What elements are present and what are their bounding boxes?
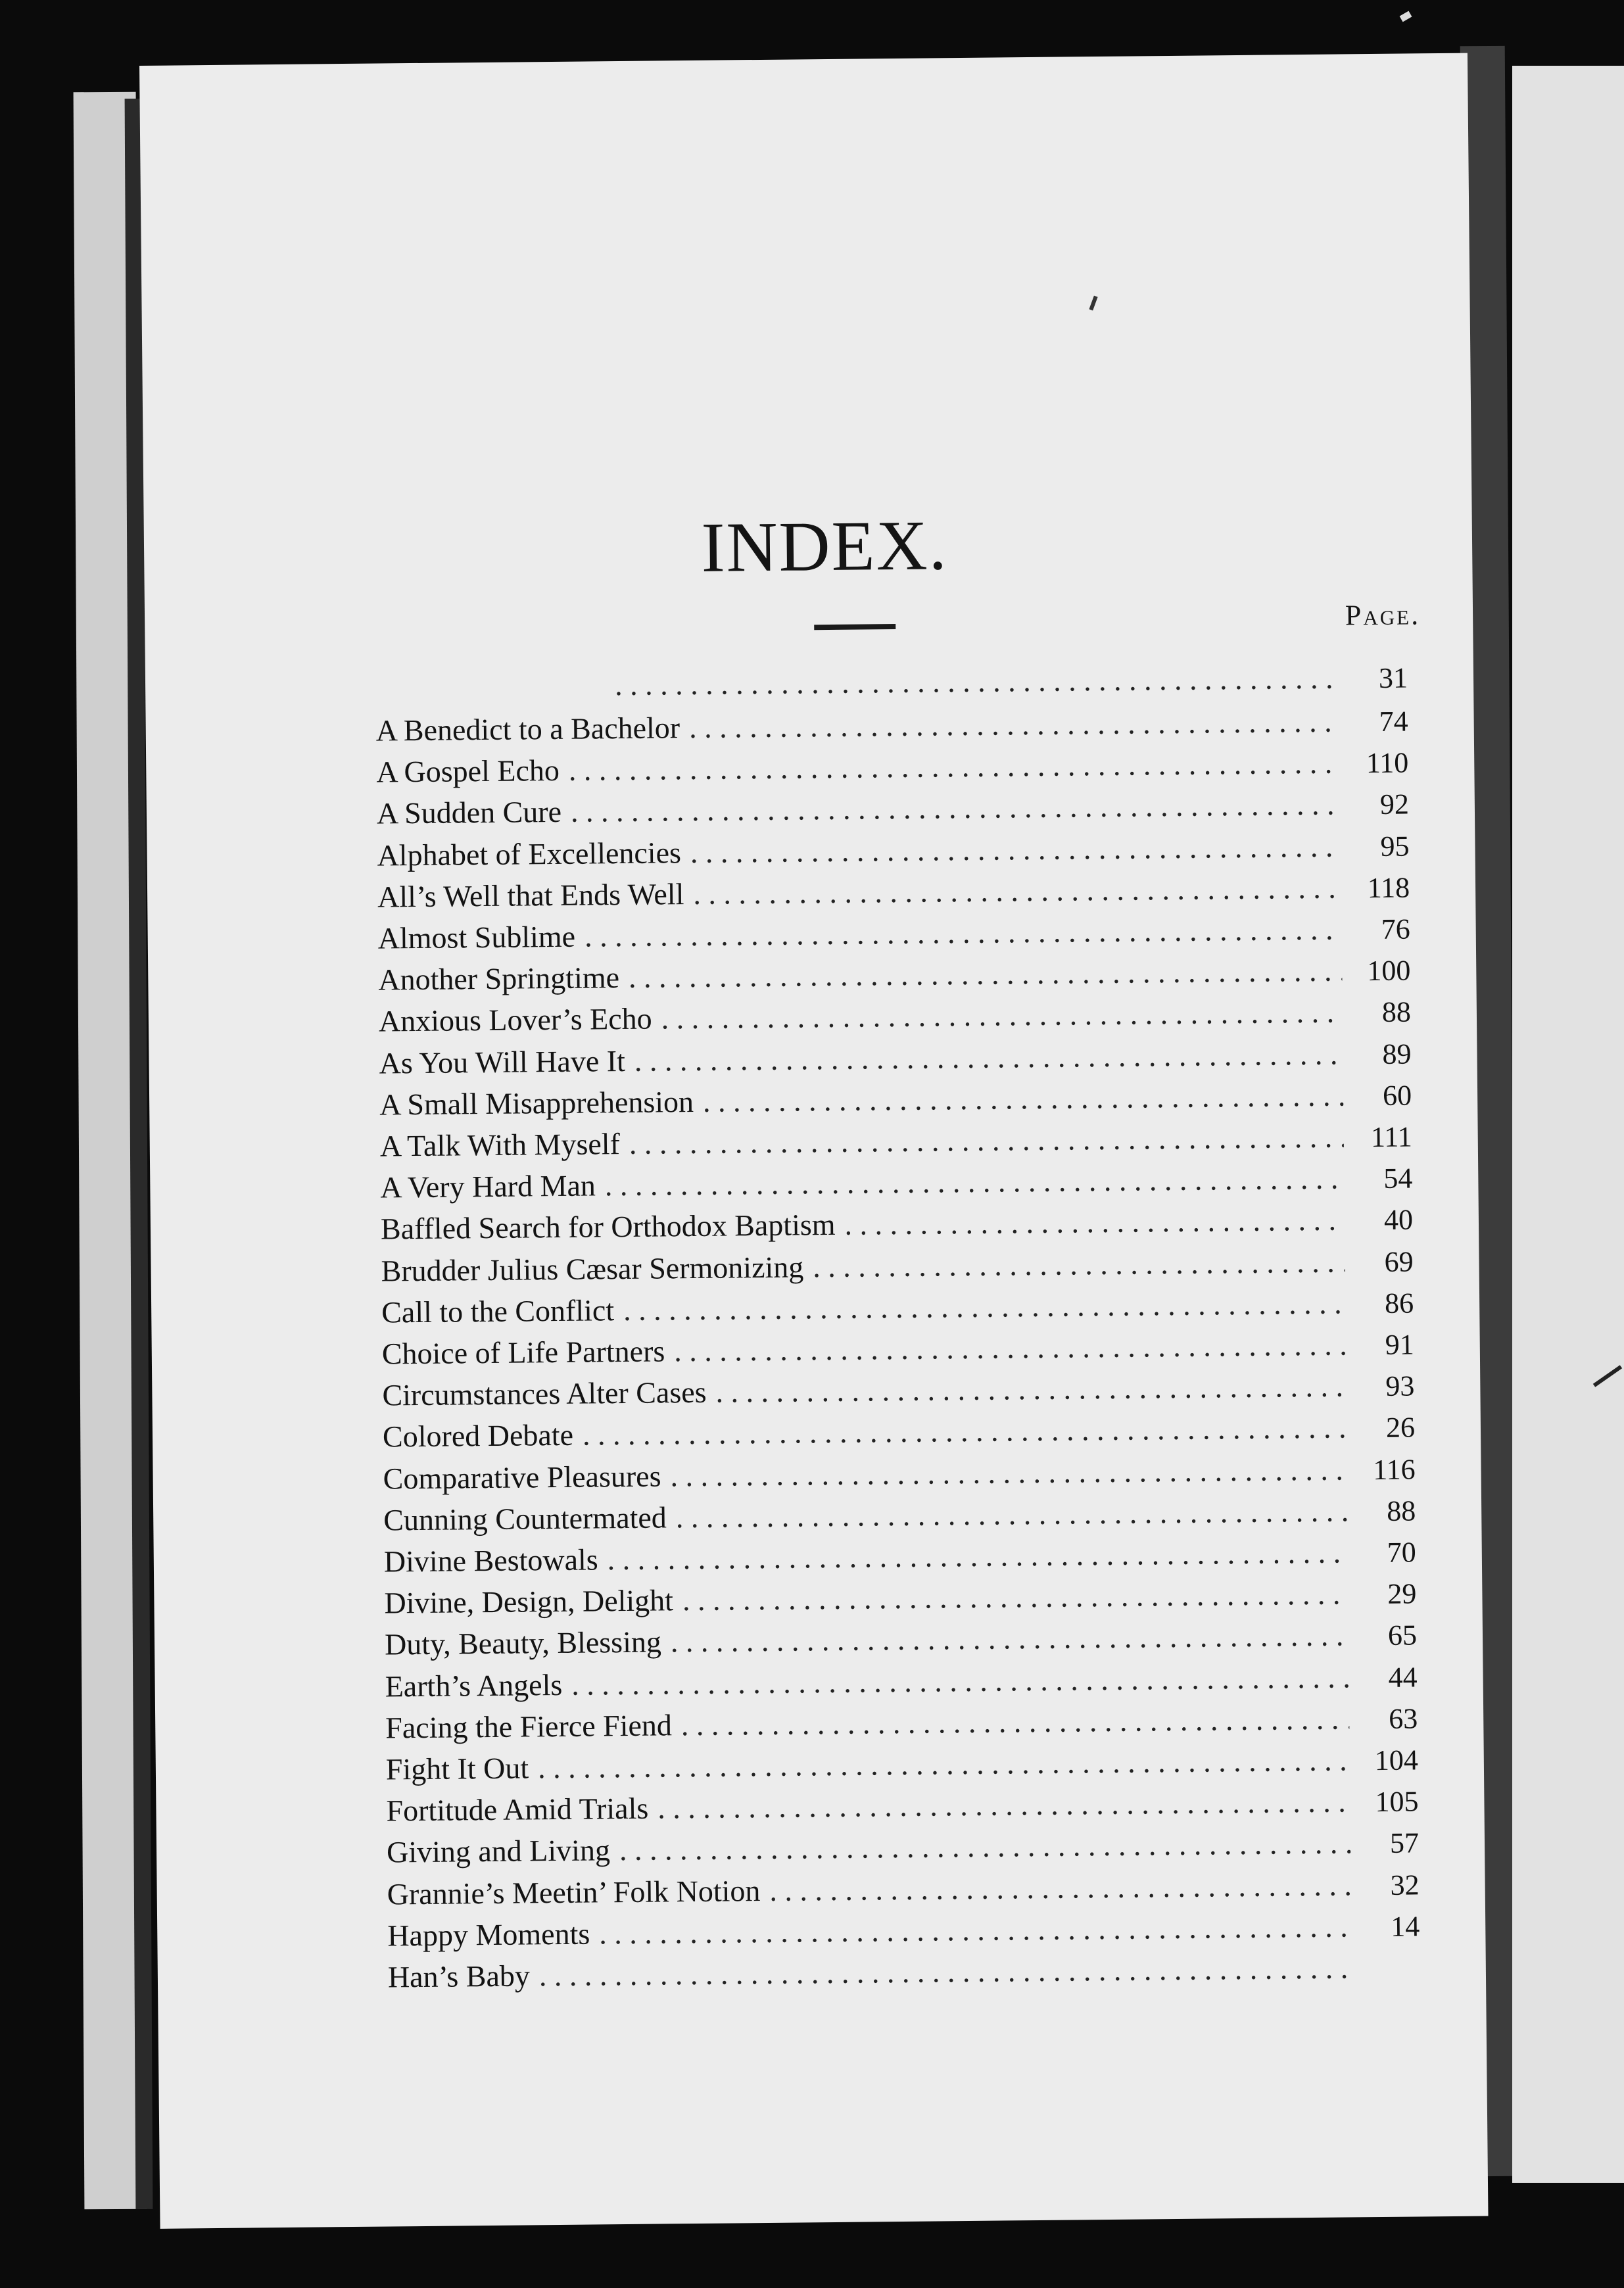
entry-title: Comparative Pleasures [383, 1459, 661, 1496]
page-column-label: Page. [1345, 598, 1421, 632]
entry-page-number: 31 [1378, 661, 1408, 694]
entry-page-number: 54 [1383, 1162, 1413, 1195]
dot-leader [813, 1244, 1345, 1284]
entry-page-number: 92 [1379, 788, 1410, 821]
entry-page-number: 63 [1388, 1702, 1418, 1735]
dot-leader [661, 995, 1343, 1036]
dot-leader [623, 1285, 1346, 1327]
dot-leader [615, 661, 1339, 703]
dot-leader [715, 1369, 1346, 1410]
entry-page-number: 69 [1384, 1245, 1414, 1278]
entry-page-number: 70 [1387, 1536, 1417, 1569]
entry-title: As You Will Have It [379, 1043, 626, 1080]
entry-title: Fight It Out [385, 1751, 529, 1786]
entry-page-number: 88 [1381, 995, 1412, 1029]
entry-title: Han’s Baby [387, 1959, 531, 1994]
dot-leader [583, 1410, 1347, 1452]
entry-page-number: 89 [1382, 1037, 1412, 1070]
dot-leader [629, 1119, 1344, 1160]
dot-leader [634, 1036, 1343, 1078]
paper-speck [1400, 11, 1412, 22]
entry-title: Anxious Lover’s Echo [378, 1001, 652, 1038]
page-title: INDEX. [701, 506, 949, 587]
dot-leader [539, 1950, 1352, 1993]
entry-title: A Gospel Echo [376, 753, 560, 789]
entry-title: Grannie’s Meetin’ Folk Notion [387, 1873, 761, 1911]
entry-title: A Very Hard Man [380, 1168, 596, 1204]
entry-title: A Benedict to a Bachelor [375, 711, 681, 748]
dot-leader [599, 1909, 1352, 1951]
dot-leader [674, 1327, 1346, 1368]
dot-leader [670, 1452, 1347, 1493]
dot-leader [681, 1701, 1350, 1742]
entry-page-number: 110 [1366, 746, 1409, 780]
index-entry [388, 1949, 1421, 2003]
entry-page-number: 86 [1384, 1287, 1414, 1320]
entry-page-number: 100 [1367, 954, 1411, 988]
entry-title: Choice of Life Partners [381, 1334, 665, 1371]
entry-title: All’s Well that Ends Well [377, 876, 684, 914]
dot-leader [607, 1535, 1348, 1577]
entry-page-number: 91 [1385, 1328, 1414, 1361]
entry-page-number: 32 [1390, 1869, 1420, 1901]
dot-leader [657, 1784, 1350, 1826]
dot-leader [693, 870, 1341, 911]
entry-title: Facing the Fierce Fiend [385, 1708, 673, 1745]
entry-page-number [1361, 1977, 1420, 1978]
entry-page-number: 118 [1367, 871, 1410, 904]
dot-leader [682, 1577, 1349, 1618]
dot-leader [585, 912, 1342, 954]
dot-leader [571, 787, 1341, 829]
entry-title: Almost Sublime [377, 919, 576, 955]
entry-page-number: 104 [1374, 1744, 1419, 1777]
dot-leader [538, 1742, 1350, 1785]
entry-page-number: 65 [1387, 1619, 1418, 1652]
entry-title: Divine, Design, Delight [384, 1583, 674, 1620]
entry-title: Duty, Beauty, Blessing [384, 1625, 662, 1661]
dot-leader [844, 1203, 1345, 1242]
entry-title: Alphabet of Excellencies [377, 835, 682, 872]
dot-leader [629, 953, 1343, 995]
entry-title: A Talk With Myself [379, 1127, 621, 1163]
entry-title: Colored Debate [382, 1418, 574, 1454]
dot-leader [703, 1078, 1344, 1118]
entry-page-number: 74 [1379, 705, 1408, 738]
entry-title: Happy Moments [387, 1917, 590, 1953]
entry-title: Earth’s Angels [385, 1667, 563, 1704]
dot-leader [619, 1826, 1351, 1868]
facing-page-edge [1512, 66, 1624, 2183]
entry-title: Giving and Living [386, 1833, 611, 1869]
entry-page-number: 105 [1375, 1785, 1419, 1819]
entry-title: A Sudden Cure [376, 795, 562, 830]
entry-page-number: 60 [1382, 1079, 1412, 1112]
entry-page-number: 76 [1381, 913, 1410, 945]
dot-leader [676, 1493, 1348, 1535]
entry-page-number: 93 [1385, 1370, 1415, 1403]
entry-page-number: 14 [1391, 1910, 1420, 1943]
entry-page-number: 40 [1383, 1203, 1414, 1237]
entry-title: Baffled Search for Orthodox Baptism [380, 1208, 836, 1246]
leading-dot-row [606, 660, 1408, 711]
entry-title: Cunning Countermated [383, 1500, 667, 1537]
entry-page-number: 116 [1372, 1453, 1416, 1486]
entry-title: Brudder Julius Cæsar Sermonizing [381, 1249, 804, 1288]
index-entry-list [139, 53, 1488, 2229]
dot-leader [671, 1618, 1349, 1659]
index-page [139, 53, 1488, 2229]
entry-page-number: 111 [1370, 1120, 1412, 1154]
dot-leader [571, 1659, 1349, 1702]
entry-title: Circumstances Alter Cases [382, 1375, 707, 1412]
entry-page-number: 44 [1388, 1661, 1418, 1694]
entry-page-number: 95 [1380, 830, 1410, 863]
entry-title: Fortitude Amid Trials [386, 1791, 649, 1828]
entry-page-number: 88 [1386, 1494, 1416, 1527]
entry-title: Another Springtime [378, 961, 620, 997]
dot-leader [689, 704, 1340, 745]
entry-page-number: 26 [1385, 1411, 1416, 1444]
dot-leader [769, 1867, 1351, 1907]
entry-page-number: 57 [1389, 1826, 1420, 1860]
entry-title: Call to the Conflict [381, 1293, 615, 1329]
entry-page-number: 29 [1387, 1577, 1417, 1611]
entry-title: A Small Misapprehension [379, 1084, 694, 1122]
dot-leader [605, 1161, 1345, 1203]
entry-title: Divine Bestowals [383, 1542, 598, 1579]
dot-leader [690, 828, 1341, 869]
dot-leader [569, 746, 1341, 788]
